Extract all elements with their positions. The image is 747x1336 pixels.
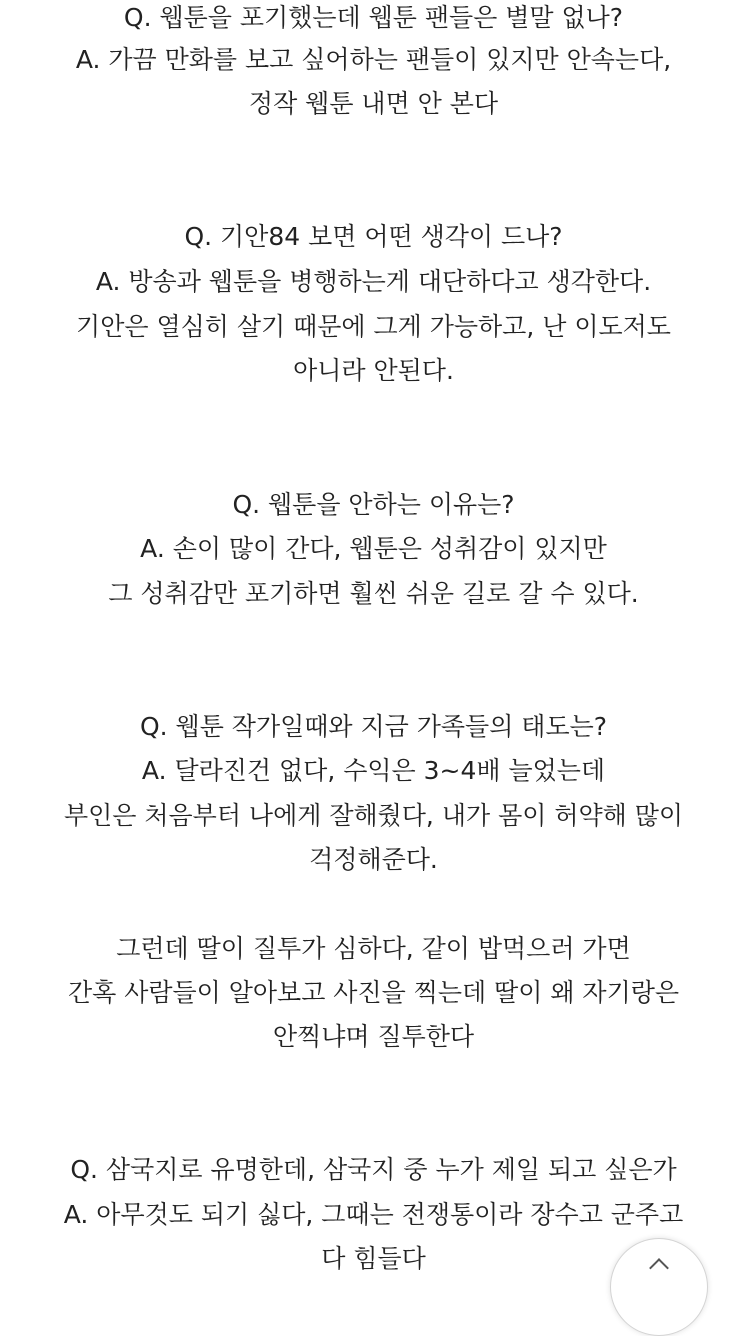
answer-3-line-2: 그 성취감만 포기하면 훨씬 쉬운 길로 갈 수 있다. — [108, 579, 639, 608]
question-2: Q. 기안84 보면 어떤 생각이 드나? — [184, 222, 563, 251]
answer-1-line-2: 정작 웹툰 내면 안 본다 — [248, 89, 499, 118]
answer-1-line-1: A. 가끔 만화를 보고 싶어하는 팬들이 있지만 안속는다, — [75, 45, 672, 74]
question-5: Q. 삼국지로 유명한데, 삼국지 중 누가 제일 되고 싶은가 — [70, 1155, 677, 1184]
answer-2-line-3: 아니라 안된다. — [293, 356, 454, 385]
answer-5-line-2: 다 힘들다 — [321, 1244, 426, 1273]
answer-2-line-2: 기안은 열심히 살기 때문에 그게 가능하고, 난 이도저도 — [76, 312, 671, 341]
chevron-up-icon — [649, 1258, 669, 1278]
answer-4-line-3: 걱정해준다. — [309, 845, 438, 874]
answer-4-extra-line-3: 안찍냐며 질투한다 — [272, 1022, 475, 1051]
answer-4-extra-line-1: 그런데 딸이 질투가 심하다, 같이 밥먹으러 가면 — [116, 934, 631, 963]
question-3: Q. 웹툰을 안하는 이유는? — [232, 490, 515, 519]
answer-5-line-1: A. 아무것도 되기 싫다, 그때는 전쟁통이라 장수고 군주고 — [63, 1200, 684, 1229]
answer-2-line-1: A. 방송과 웹툰을 병행하는게 대단하다고 생각한다. — [95, 267, 652, 296]
scroll-to-top-button[interactable] — [610, 1238, 708, 1336]
answer-4-line-1: A. 달라진건 없다, 수익은 3~4배 늘었는데 — [141, 756, 606, 785]
question-1: Q. 웹툰을 포기했는데 웹툰 팬들은 별말 없나? — [123, 3, 624, 32]
question-4: Q. 웹툰 작가일때와 지금 가족들의 태도는? — [139, 712, 608, 741]
answer-4-line-2: 부인은 처음부터 나에게 잘해줬다, 내가 몸이 허약해 많이 — [63, 801, 684, 830]
answer-3-line-1: A. 손이 많이 간다, 웹툰은 성취감이 있지만 — [140, 534, 607, 563]
answer-4-extra-line-2: 간혹 사람들이 알아보고 사진을 찍는데 딸이 왜 자기랑은 — [67, 978, 680, 1007]
